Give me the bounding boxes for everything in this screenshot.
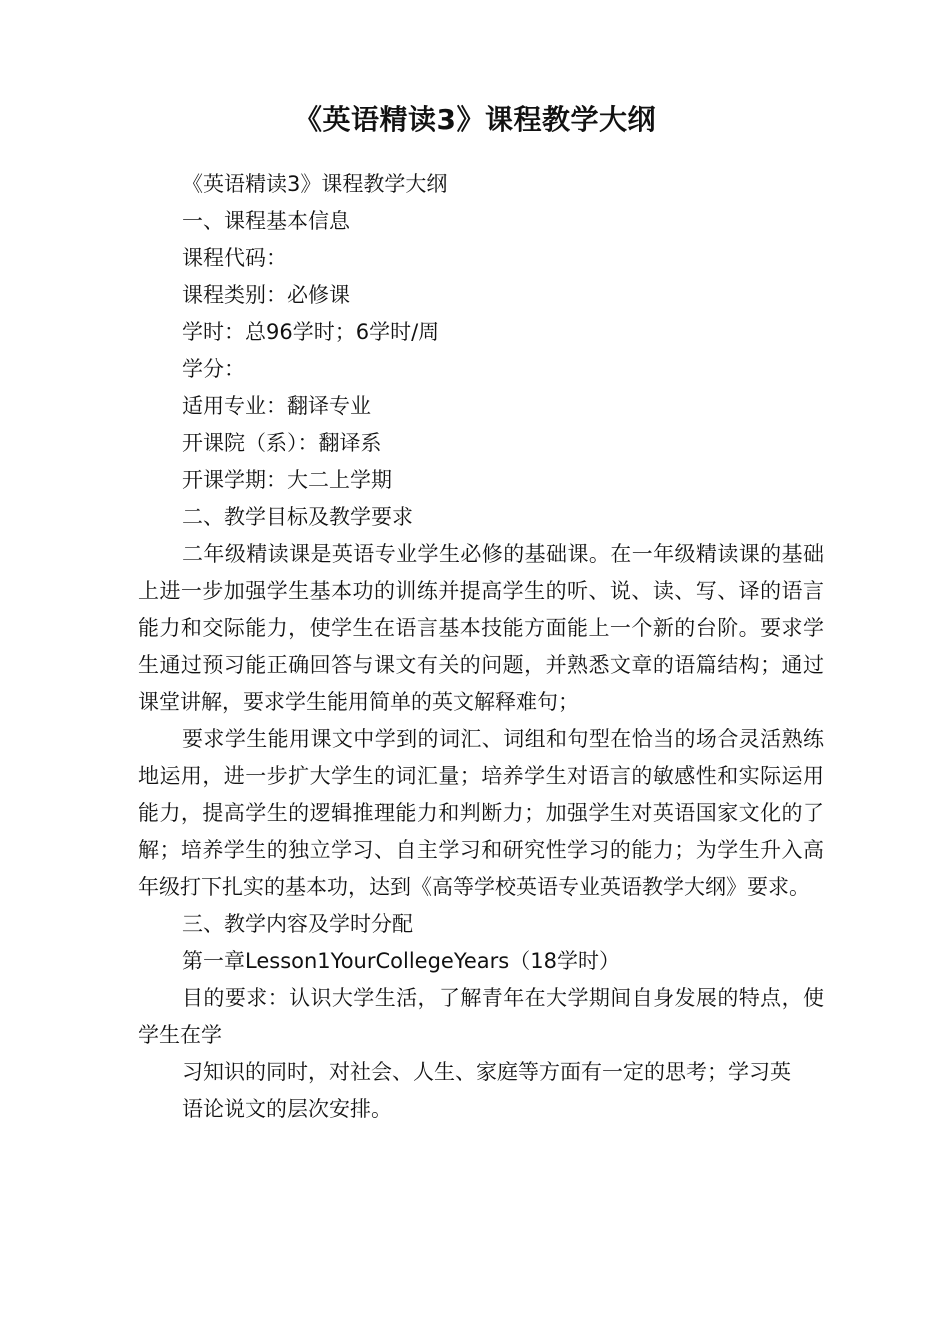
section-heading-basic-info: 一、课程基本信息 bbox=[182, 209, 350, 233]
section-heading-content: 三、教学内容及学时分配 bbox=[182, 912, 413, 936]
course-code-line: 课程代码： bbox=[182, 246, 287, 270]
section-heading-objectives: 二、教学目标及教学要求 bbox=[182, 505, 413, 529]
offering-department-line: 开课院（系）：翻译系 bbox=[182, 431, 382, 455]
paragraph-course-title: 《英语精读3》课程教学大纲 bbox=[182, 172, 448, 196]
chapter-one-heading: 第一章Lesson1YourCollegeYears（18学时） bbox=[182, 949, 620, 973]
chapter-one-goal-line-2: 习知识的同时，对社会、人生、家庭等方面有一定的思考；学习英 bbox=[182, 1060, 791, 1084]
chapter-one-goal-line-1: 目的要求：认识大学生活，了解青年在大学期间自身发展的特点，使学生在学 bbox=[138, 986, 824, 1047]
course-hours-line: 学时：总96学时；6学时/周 bbox=[182, 320, 440, 344]
objectives-paragraph-2: 要求学生能用课文中学到的词汇、词组和句型在恰当的场合灵活熟练地运用，进一步扩大学生的词汇量；培养学生对语言的敏感性和实际运用能力，提高学生的逻辑推理能力和判断力；加强学生对英语国家文化的了解；培养学生的独立学习、自主学习和研究性学习的能力；为学生升入高年级打下扎实的基本功，达到《高等学校英语专业英语教学大纲》要求。 bbox=[138, 727, 824, 899]
document-title: 《英语精读3》课程教学大纲 bbox=[294, 103, 656, 136]
semester-line: 开课学期：大二上学期 bbox=[182, 468, 392, 492]
course-credits-line: 学分： bbox=[182, 357, 245, 381]
course-type-line: 课程类别：必修课 bbox=[182, 283, 350, 307]
chapter-one-goal-line-3: 语论说文的层次安排。 bbox=[182, 1097, 392, 1121]
applicable-major-line: 适用专业：翻译专业 bbox=[182, 394, 371, 418]
document-body bbox=[138, 166, 824, 1128]
objectives-paragraph-1: 二年级精读课是英语专业学生必修的基础课。在一年级精读课的基础上进一步加强学生基本功的训练并提高学生的听、说、读、写、译的语言能力和交际能力，使学生在语言基本技能方面能上一个新的台阶。要求学生通过预习能正确回答与课文有关的问题，并熟悉文章的语篇结构；通过课堂讲解，要求学生能用简单的英文解释难句； bbox=[138, 542, 824, 714]
